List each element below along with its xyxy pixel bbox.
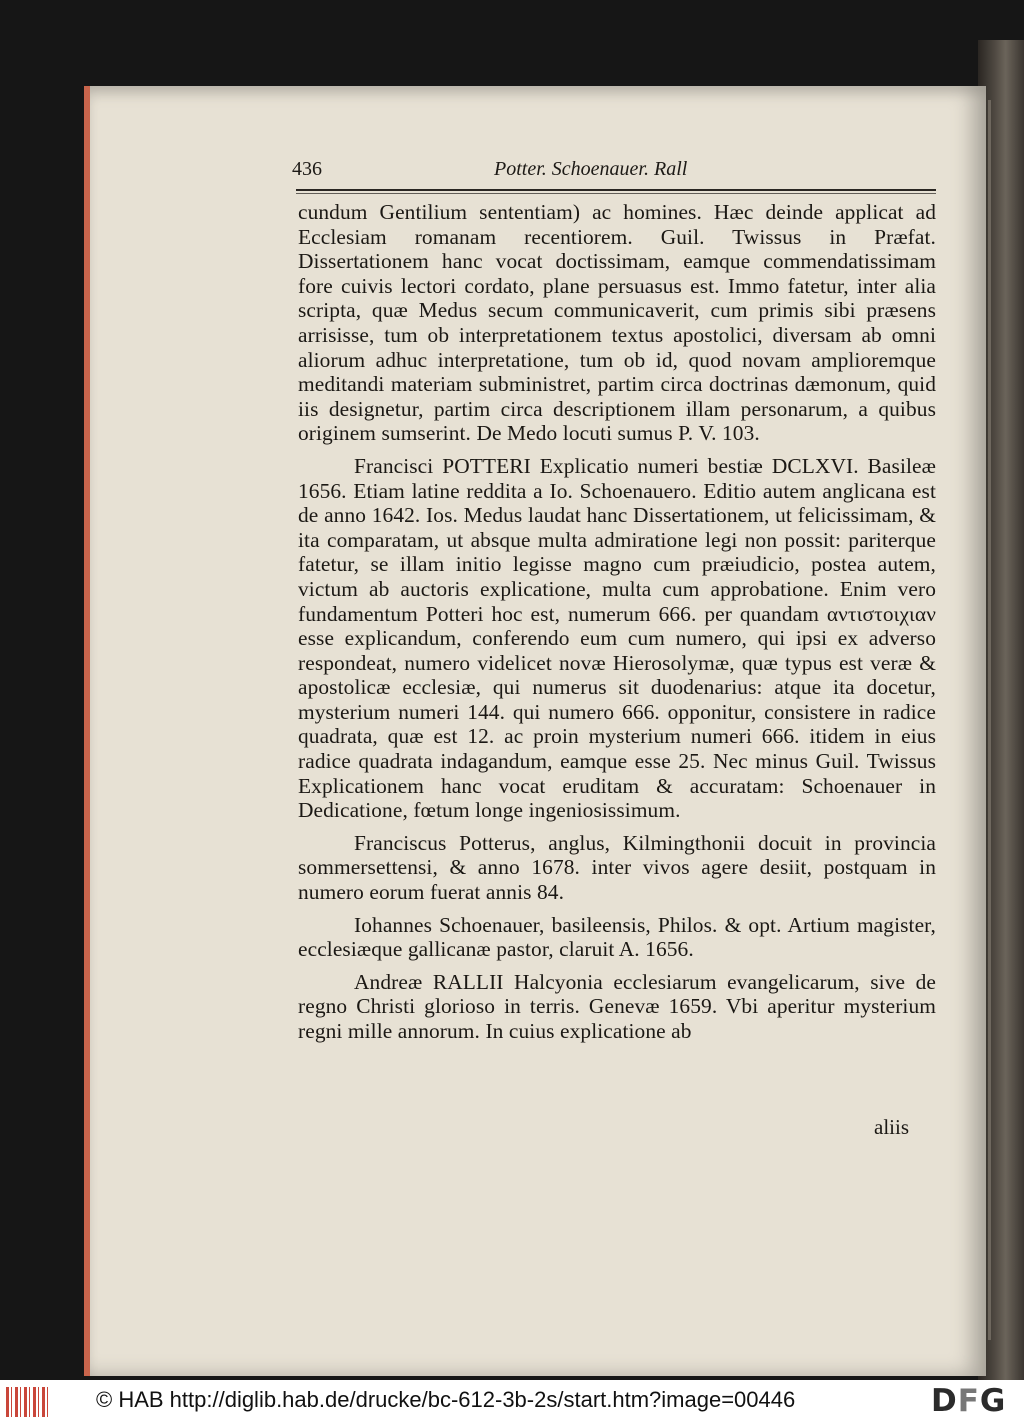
- paragraph-rallii-halcyonia: Andreæ RALLII Halcyonia ecclesiarum evangelicarum, sive de regno Christi glorioso in terris. Genevæ 1659. Vbi aperitur mysterium regni mille annorum. In cuius explicatione ab: [298, 969, 936, 1043]
- paragraph-continuation: cundum Gentilium sententiam) ac homines. Hæc deinde applicat ad Ecclesiam romanam recentiorem. Guil. Twissus in Præfat. Dissertationem hanc vocat doctissimam, eamque commendatissimam fore cuivis lectori cordato, plane persuasus est. Immo fatetur, inter alia scripta, quæ Medus secum communicaverit, cum primis sibi præsens arrisisse, tum ob interpretationem textus apostolici, diversam ab omni aliorum adhuc interpretatione, tum ob id, quod novam amplioremque meditandi materiam subministret, partim circa doctrinas dæmonum, quid iis designetur, partim circa descriptionem illam personarum, a quibus originem sumserint. De Medo locuti sumus P. V. 103.: [298, 200, 936, 446]
- viewer-footer: [0, 1380, 1024, 1424]
- catchword: aliis: [874, 1115, 909, 1139]
- paragraph-potter-explicatio: Francisci POTTERI Explicatio numeri bestiæ DCLXVI. Basileæ 1656. Etiam latine reddita a Io. Schoenauero. Editio autem anglicana est de anno 1642. Ios. Medus laudat hanc Dissertationem, ut felicissimam, & ita comparatam, ut absque multa admiratione legi non possit: pariterque fatetur, se illam initio legisse magno cum præiudicio, postea autem, victum ab auctoris explicatione, multa cum approbatione. Enim vero fundamentum Potteri hoc est, numerum 666. per quandam αντιστοιχιαν esse explicandum, conferendo eum cum numero, qui ipsi ex adverso respondeat, numero videlicet novæ Hierosolymæ, quæ typus est veræ & apostolicæ ecclesiæ, qui numerus sit duodenarius: atque ita docetur, mysterium numeri 144. qui numero 666. opponitur, consistere in radice quadrata, quæ est 12. ac proin mysterium numeri 666. itidem in eius radice quadrata indagandum, eamque esse 25. Nec minus Guil. Twissus Explicationem hanc vocat eruditam & accuratam: Schoenauer in Dedicatione, fœtum longe ingeniosissimum.: [298, 453, 936, 823]
- page-number: 436: [292, 158, 322, 180]
- body-text: [298, 200, 936, 1044]
- running-title: Potter. Schoenauer. Rall: [494, 158, 688, 180]
- paragraph-potterus-bio: Franciscus Potterus, anglus, Kilmingthonii docuit in provincia sommersettensi, & anno 1678. inter vivos agere desiit, postquam in numero eorum fuerat annis 84.: [298, 830, 936, 905]
- paragraph-schoenauer-bio: Iohannes Schoenauer, basileensis, Philos. & opt. Artium magister, ecclesiæque gallicanæ pastor, claruit A. 1656.: [298, 912, 936, 962]
- page-edge-line: [988, 100, 991, 1340]
- running-head: [292, 156, 940, 184]
- header-rule: [296, 189, 936, 191]
- header-rule-thin: [296, 193, 936, 194]
- dfg-logo: DFG: [931, 1383, 1007, 1419]
- barcode-icon: [6, 1387, 48, 1417]
- source-link[interactable]: © HAB http://diglib.hab.de/drucke/bc-612-3b-2s/start.htm?image=00446: [96, 1387, 796, 1412]
